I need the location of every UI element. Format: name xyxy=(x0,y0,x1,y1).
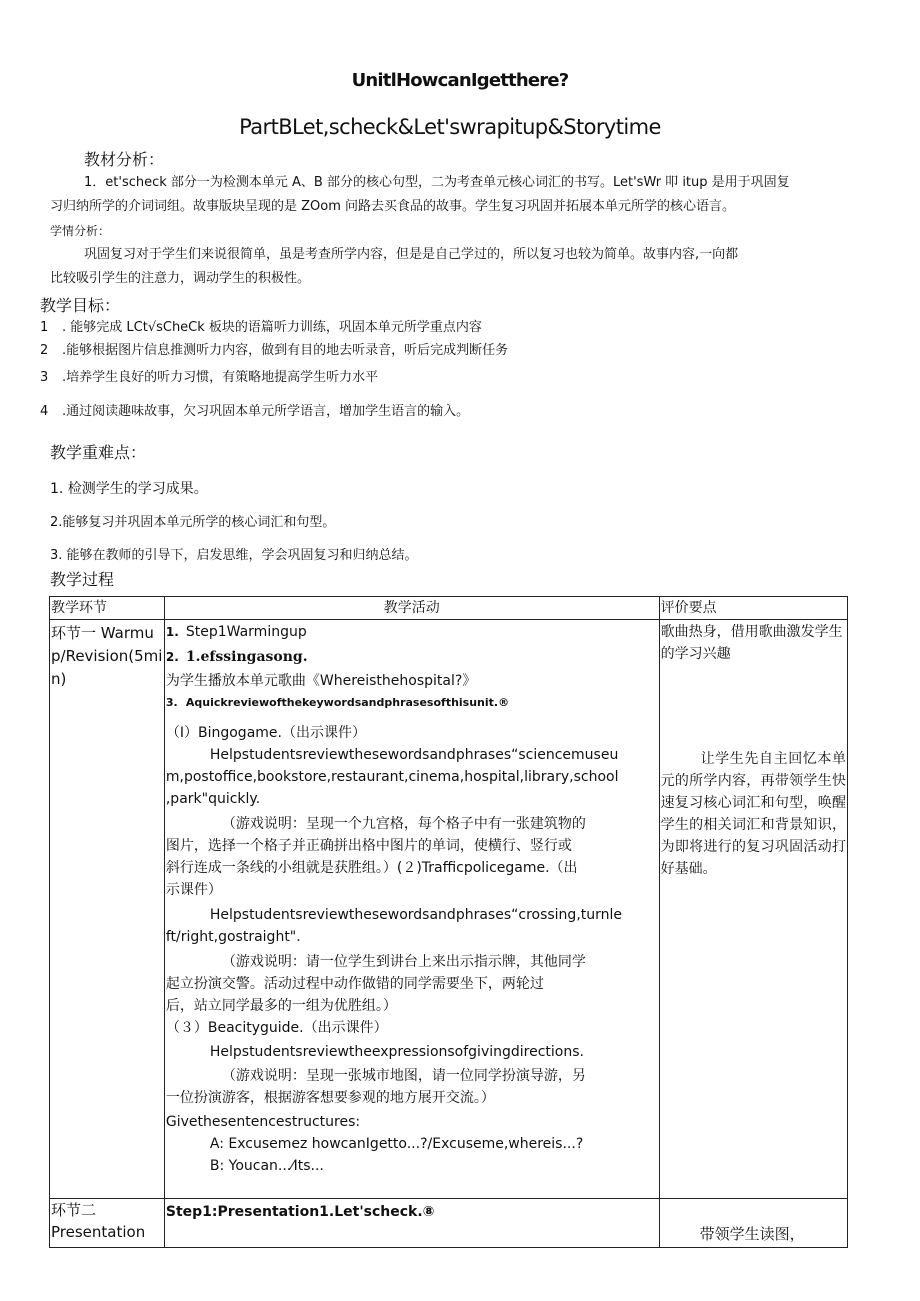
stage-presentation xyxy=(50,1199,165,1248)
key-points-heading: 教学重难点： xyxy=(50,443,147,462)
sentence-b: B: Youcan...⁄Its... xyxy=(209,1158,324,1174)
text-line: Helpstudentsreviewthesewordsandphrases“sciencemuseu xyxy=(209,747,619,763)
step-line: 2. 1.efssingasong. xyxy=(165,649,308,665)
header-stage: 教学环节 xyxy=(50,597,165,620)
text-line: 示课件） xyxy=(165,882,222,898)
stage-warmup: 环节一 Warmup/Revision(5min) xyxy=(50,620,165,1199)
evaluation-presentation: 带领学生读图， xyxy=(659,1199,847,1248)
text-line: （游戏说明：请一位学生到讲台上来出示指示牌，其他同学 xyxy=(221,954,586,970)
eval-text: 让学生先自主回忆本单元的所学内容，再带领学生快速复习核心词汇和句型，唤醒学生的相关词汇和背景知识，为即将进行的复习巩固活动打好基础。 xyxy=(660,751,846,877)
objective-item-1 xyxy=(40,316,482,335)
objectives-heading: 教学目标： xyxy=(40,296,121,315)
text-line: 图片，选择一个格子并正确拼出格中图片的单词，使横行、竖行或 xyxy=(165,838,572,854)
text-line: m,postoffice,bookstore,restaurant,cinema,hospital,library,school xyxy=(165,769,619,785)
step-line: 3. Aquickreviewofthekeywordsandphrasesofthisunit.® xyxy=(165,696,510,709)
learners-line-1: 巩固复习对于学生们来说很简单，虽是考查所学内容，但是是自己学过的，所以复习也较为简单。故事内容,一向都 xyxy=(84,247,739,262)
document-title: UnitlHowcanIgetthere? xyxy=(351,70,569,91)
objective-text: .通过阅读趣味故事，欠习巩固本单元所学语言，增加学生语言的输入。 xyxy=(62,404,470,419)
objective-num: 1 xyxy=(40,320,49,335)
key-point-2: 2.能够复习并巩固本单元所学的核心词汇和句型。 xyxy=(50,515,336,530)
header-activity: 教学活动 xyxy=(164,597,659,620)
step-text: 1.efssingasong. xyxy=(185,649,308,665)
document-subtitle: PartBLet,scheck&Let'swrapitup&Storytime xyxy=(239,115,661,139)
text-line: ft/right,gostraight". xyxy=(165,929,301,945)
text-line: Helpstudentsreviewthesewordsandphrases“crossing,turnle xyxy=(209,907,623,923)
text-line: 一位扮演游客，根据游客想要参观的地方展开交流。） xyxy=(165,1090,495,1106)
text-line: Givethesentencestructures: xyxy=(165,1114,361,1130)
objective-item-3 xyxy=(40,366,378,385)
table-header-row xyxy=(50,597,848,620)
text-line: 起立扮演交警。活动过程中动作做错的同学需要坐下，两轮过 xyxy=(165,976,544,992)
key-point-3: 3. 能够在教师的引导下，启发思维，学会巩固复习和归纳总结。 xyxy=(50,548,418,563)
materials-heading: 教材分析： xyxy=(84,150,165,169)
city-guide-title: （３）Beacityguide.（出示课件） xyxy=(165,1020,388,1036)
text-line: （游戏说明：呈现一张城市地图，请一位同学扮演导游，另 xyxy=(221,1068,586,1084)
eval-text: 歌曲热身，借用歌曲激发学生的学习兴趣 xyxy=(660,624,843,662)
process-table xyxy=(49,596,848,1248)
activity-warmup xyxy=(164,620,659,1199)
objective-item-4 xyxy=(40,400,469,419)
evaluation-warmup xyxy=(659,620,847,1199)
step-line: 1. Step1Warmingup xyxy=(165,624,307,640)
header-evaluation: 评价要点 xyxy=(659,597,847,620)
materials-line-1: 1．et'scheck 部分一为检测本单元 A、B 部分的核心句型，二为考查单元核心词汇的书写。Let'sWr 叩 itup 是用于巩固复 xyxy=(84,175,790,190)
objective-num: 4 xyxy=(40,404,49,419)
sentence-a: A: Excusemez howcanIgetto...?/Excuseme,whereis...? xyxy=(209,1136,584,1152)
table-row xyxy=(50,620,848,1199)
objective-text: .能够根据图片信息推测听力内容，做到有目的地去听录音，听后完成判断任务 xyxy=(62,343,509,358)
objective-num: 2 xyxy=(40,343,49,358)
learners-line-2: 比较吸引学生的注意力，调动学生的积极性。 xyxy=(50,271,311,286)
objective-item-2 xyxy=(40,339,508,358)
stage-label: Presentation xyxy=(51,1223,146,1241)
step-text: Aquickreviewofthekeywordsandphrasesofthisunit.® xyxy=(185,696,510,709)
text-line: 斜行连成一条线的小组就是获胜组。）(２)Trafficpolicegame.（出 xyxy=(165,860,578,876)
bingo-title: （I）Bingogame.（出示课件） xyxy=(165,725,366,741)
process-heading: 教学过程 xyxy=(50,570,115,589)
table-row xyxy=(50,1199,848,1248)
text-line: Helpstudentsreviewtheexpressionsofgivingdirections. xyxy=(209,1044,584,1060)
text-line: ,park"quickly. xyxy=(165,791,261,807)
activity-presentation: Step1:Presentation1.Let'scheck.⑧ xyxy=(164,1199,659,1248)
song-line: 为学生播放本单元歌曲《Whereisthehospital?》 xyxy=(165,673,477,689)
materials-line-2: 习归纳所学的介词词组。故事版块呈现的是 ZOom 问路去买食品的故事。学生复习巩固并拓展本单元所学的核心语言。 xyxy=(50,199,736,214)
learners-heading: 学情分析： xyxy=(50,224,111,238)
objective-text: . 能够完成 LCt√sCheCk 板块的语篇听力训练，巩固本单元所学重点内容 xyxy=(62,320,482,335)
key-point-1: 1. 检测学生的学习成果。 xyxy=(50,481,208,497)
objective-num: 3 xyxy=(40,370,49,385)
step-text: Step1Warmingup xyxy=(185,624,307,640)
text-line: （游戏说明：呈现一个九宫格，每个格子中有一张建筑物的 xyxy=(221,816,586,832)
stage-label: 环节二 xyxy=(51,1201,97,1219)
objective-text: .培养学生良好的听力习惯，有策略地提高学生听力水平 xyxy=(62,370,379,385)
text-line: 后，站立同学最多的一组为优胜组。） xyxy=(165,998,397,1014)
